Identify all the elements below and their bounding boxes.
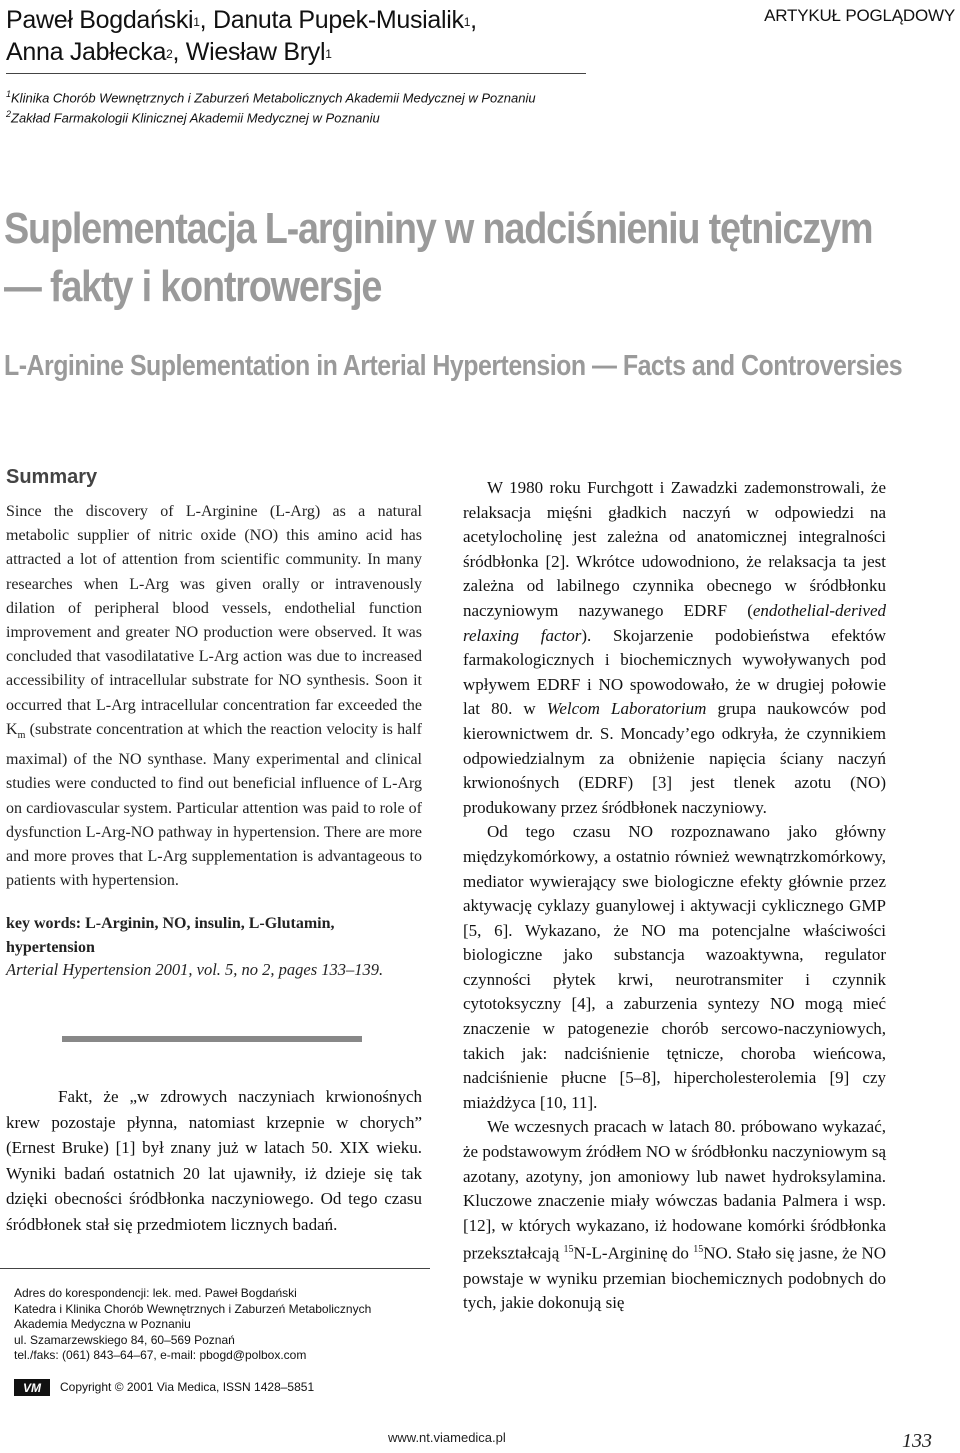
title-polish [4, 200, 873, 316]
text-run: grupa naukowców pod kierownictwem dr. S. Moncady’ego odkryła, że czynnikiem odpowiedzialnym za obniżenie napięcia ściany naczyń krwionośnych (EDRF) [3] jest tlenek azotu (NO) produkowany przez śródbłonek naczyniowy. [463, 699, 886, 817]
abstract-text: (substrate concentration at which the reaction velocity is half maximal) of the NO synthase. Many experimental and clinical studies were conducted to find out beneficial influence of L-Arg on cardiovascular system. Particular attention was paid to role of dysfunction L-Arg-NO pathway in hypertension. There are more and more proves that L-Arg supplementation is advantageous to patients with hypertension. [6, 720, 422, 890]
separator: , [199, 6, 213, 34]
author-line-2 [6, 36, 566, 68]
paragraph: Fakt, że „w zdrowych naczyniach krwionośnych krew pozostaje płynna, natomiast krzepnie w chorych” (Ernest Bruke) [1] był znany już w latach 50. XIX wieku. Wyniki badań ostatnich 20 lat ujawniły, iż dzieje się tak dzięki obecności śródbłonka naczyniowego. Od tego czasu śródbłonek stał się przedmiotem licznych badań. [6, 1087, 422, 1234]
affiliation-1 [6, 86, 536, 106]
title-line-2: — fakty i kontrowersje [4, 262, 382, 311]
corr-line: tel./faks: (061) 843–64–67, e-mail: pbogd@polbox.com [14, 1348, 307, 1362]
paragraph [463, 1115, 886, 1315]
affiliation-marker: 1 [193, 15, 200, 29]
copyright-row [14, 1376, 414, 1398]
corr-line: ul. Szamarzewskiego 84, 60–569 Poznań [14, 1332, 235, 1347]
affiliation-marker: 1 [463, 15, 471, 29]
affiliation-number: 1 [6, 89, 12, 99]
article-type-label: ARTYKUŁ POGLĄDOWY [764, 6, 955, 25]
subscript: m [17, 730, 26, 742]
intro-paragraph [6, 1084, 422, 1237]
separator: , [470, 6, 477, 34]
page-number: 133 [902, 1430, 932, 1452]
text-run: NO. Stało się jasne, że NO powstaje w wyniku przemian biochemicznych podobnych do tych, jakie dokonują się [463, 1244, 887, 1313]
author-line-1 [6, 4, 566, 36]
affiliation-marker: 2 [166, 47, 173, 61]
via-medica-logo [14, 1379, 50, 1396]
section-divider [62, 1036, 362, 1042]
corr-line: Akademia Medyczna w Poznaniu [14, 1317, 191, 1331]
separator: , [172, 38, 186, 66]
footer-url: www.nt.viamedica.pl [388, 1430, 506, 1445]
affiliation-2 [6, 106, 536, 126]
emphasis: Welcom Laboratorium [546, 699, 707, 719]
title-english: L-Arginine Suplementation in Arterial Hypertension — Facts and Controversies [4, 350, 903, 382]
affiliation-text: Klinika Chorób Wewnętrznych i Zaburzeń Metabolicznych Akademii Medycznej w Poznaniu [11, 90, 536, 106]
author-name: Wiesław Bryl [185, 38, 326, 66]
text-run: We wczesnych pracach w latach 80. próbowano wykazać, że podstawowym źródłem NO w śródbłonku naczyniowym są azotany, azotyny, jon amoniowy lub nawet hydroksylamina. Kluczowe znaczenie miały wówczas badania Palmera i wsp. [12], w których wykazano, iż hodowane komórki śródbłonka przekształcają [463, 1117, 886, 1264]
emphasis: endothelial-derived relaxing factor [463, 600, 886, 645]
affiliations [6, 86, 536, 127]
superscript: 15 [693, 1244, 704, 1256]
author-name: Paweł Bogdański [6, 6, 194, 34]
affiliation-text: Zakład Farmakologii Klinicznej Akademii Medycznej w Poznaniu [11, 110, 380, 126]
correspondence-address [14, 1286, 414, 1364]
paragraph [463, 476, 886, 820]
text-run: ). Skojarzenie podobieństwa efektów farmakologicznych i biochemicznych wywoływanych pod wpływem EDRF i NO spowodowało, że w drugiej połowie lat 80. w [463, 625, 886, 719]
citation: Arterial Hypertension 2001, vol. 5, no 2, pages 133–139. [6, 960, 384, 979]
author-name: Danuta Pupek-Musialik [212, 6, 464, 34]
summary-heading: Summary [6, 466, 98, 488]
abstract-text: Since the discovery of L-Arginine (L-Arg) as a natural metabolic supplier of nitric oxide (NO) this amino acid has attracted a lot of attention from scientific community. In many researches when L-Arg was given orally or intravenously dilation of peripheral blood vessels, endothelial function improvement and greater NO production were observed. It was concluded that vasodilatative L-Arg action was due to increased accessibility of intracellular substrate for NO synthesis. Soon it occurred that L-Arg intracellular concentration far exceeded the K [6, 503, 422, 738]
corr-line: Adres do korespondencji: lek. med. Paweł Bogdański [14, 1286, 297, 1300]
logo-text: VM [23, 1380, 41, 1395]
header-divider [6, 73, 586, 74]
text-run: N-L-Argininę do [573, 1244, 694, 1264]
text-run: W 1980 roku Furchgott i Zawadzki zademonstrowali, że relaksacja mięśni gładkich naczyń w odpowiedzi na acetylocholinę jest zależna od anatomicznej integralności śródbłonka [2]. Wkrótce udowodniono, że relaksacja ta jest zależna od labilnego czynnika obecnego w śródbłonku naczyniowym nazywanego EDRF ( [463, 478, 886, 620]
author-name: Anna Jabłecka [6, 38, 167, 66]
copyright-text: Copyright © 2001 Via Medica, ISSN 1428–5851 [60, 1380, 315, 1394]
affiliation-marker: 1 [325, 47, 332, 61]
keywords: key words: L-Arginin, NO, insulin, L-Glutamin, hypertension [6, 915, 335, 956]
affiliation-number: 2 [6, 109, 12, 120]
correspondence-divider [0, 1268, 430, 1269]
corr-line: Katedra i Klinika Chorób Wewnętrznych i Zaburzeń Metabolicznych [14, 1301, 372, 1316]
author-list [6, 4, 566, 68]
paragraph: Od tego czasu NO rozpoznawano jako główny międzykomórkowy, a ostatnio również wewnątrzkomórkowy, mediator wywierający swe biologiczne efekty głównie przez aktywację cyklazy guanylowej i aktywacji cyklicznego GMP [5, 6]. Wykazano, że NO ma potencjalne właściwości biologiczne jako substancja wazoaktywna, regulator czynności płytek krwi, neurotransmiter i czynnik cytotoksyczny [4], a zaburzenia syntezy NO mogą mieć znaczenie w patogenezie chorób sercowo-naczyniowych, takich jak: nadciśnienie tętnicze, choroba wieńcowa, nadciśnienie płucne [5–8], hipercholesterolemia [9] czy miażdżyca [10, 11]. [463, 822, 886, 1112]
superscript: 15 [563, 1244, 574, 1256]
title-line-1: Suplementacja L-argininy w nadciśnieniu tętniczym [4, 204, 873, 253]
summary-abstract [6, 500, 422, 893]
column-right [463, 476, 886, 1316]
